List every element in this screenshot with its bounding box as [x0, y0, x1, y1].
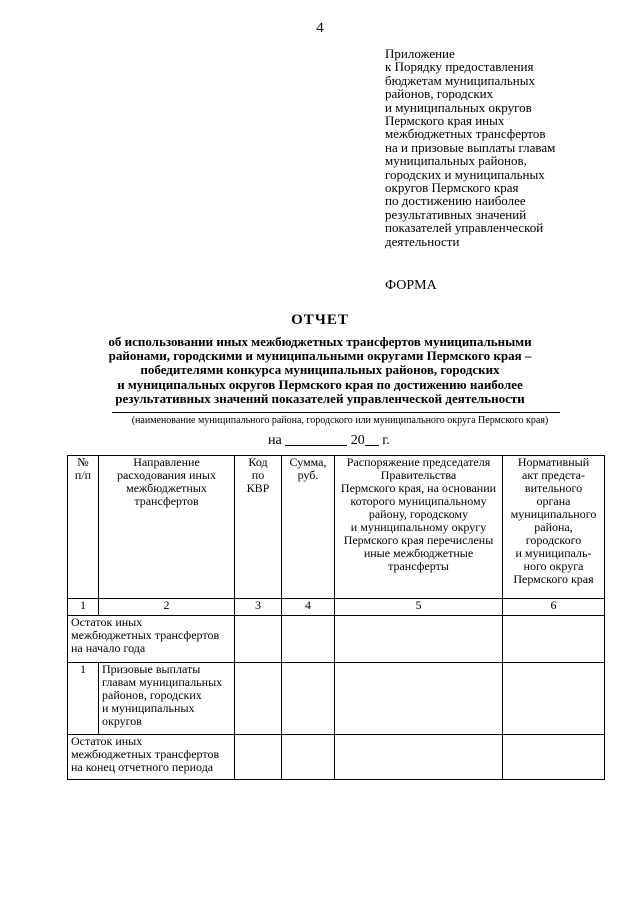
kvr-cell[interactable]	[235, 616, 282, 663]
appendix-line: Приложение	[385, 46, 455, 61]
header-text: Нормативный акт предста- вительного органа муниципального района, городского и муниципаль- ного округа Пермского края	[510, 455, 597, 586]
report-date-line	[268, 433, 390, 449]
header-text: Сумма, руб.	[289, 455, 327, 482]
appendix-line: результативных значений	[385, 206, 527, 222]
appendix-line: и муниципальных округов	[385, 99, 532, 115]
table-row-end-balance	[68, 735, 605, 780]
table-header-row	[68, 456, 605, 599]
report-subtitle-line: районами, городскими и муниципальными округами Пермского края –	[108, 348, 532, 364]
sum-cell[interactable]	[282, 735, 335, 780]
column-number: 1	[68, 599, 99, 616]
row-label-text: Остаток иных межбюджетных трансфертов на конец отчетного периода	[71, 734, 220, 774]
appendix-line: Пермского края иных	[385, 113, 505, 129]
report-table	[67, 455, 605, 780]
report-subtitle-line: результативных значений показателей управленческой деятельности	[115, 390, 525, 406]
order-cell[interactable]	[335, 735, 503, 780]
date-prefix: на	[268, 433, 282, 448]
report-subtitle-line: и муниципальных округов Пермского края по достижению наиболее	[117, 376, 523, 392]
report-title: ОТЧЕТ	[291, 312, 349, 328]
appendix-line: на и призовые выплаты главам	[385, 139, 556, 155]
header-text: Направление расходования иных межбюджетных трансфертов	[117, 455, 216, 508]
kvr-cell[interactable]	[235, 735, 282, 780]
form-label: ФОРМА	[385, 278, 437, 293]
appendix-line: по достижению наиболее	[385, 193, 526, 209]
normative-act-cell[interactable]	[503, 663, 605, 735]
report-subtitle-line: победителями конкурса муниципальных районов, городских	[140, 362, 500, 378]
row-number: 1	[68, 663, 99, 735]
order-cell[interactable]	[335, 663, 503, 735]
report-subtitle-line: об использовании иных межбюджетных трансфертов муниципальными	[108, 334, 532, 349]
appendix-line: округов Пермского края	[385, 180, 519, 196]
table-row-start-balance	[68, 616, 605, 663]
sum-cell[interactable]	[282, 663, 335, 735]
appendix-line: деятельности	[385, 233, 460, 249]
page-number: 4	[316, 20, 324, 36]
row-label	[99, 663, 235, 735]
appendix-line: к Порядку предоставления	[385, 59, 534, 75]
appendix-line: бюджетам муниципальных	[385, 72, 535, 88]
date-day-month-field[interactable]	[285, 433, 347, 446]
order-cell[interactable]	[335, 616, 503, 663]
date-suffix: г.	[382, 433, 390, 448]
appendix-line: городских и муниципальных	[385, 166, 545, 182]
normative-act-cell[interactable]	[503, 616, 605, 663]
municipality-name-field[interactable]	[112, 412, 560, 413]
table-row-prize-payments	[68, 663, 605, 735]
column-number: 3	[235, 599, 282, 616]
header-cell-normative-act	[503, 456, 605, 599]
date-year-field[interactable]	[365, 433, 379, 446]
appendix-line: муниципальных районов,	[385, 153, 527, 169]
header-cell-kvr	[235, 456, 282, 599]
row-label	[68, 735, 235, 780]
appendix-line: межбюджетных трансфертов	[385, 126, 546, 142]
appendix-block	[385, 47, 635, 248]
header-cell-direction	[99, 456, 235, 599]
column-number-row	[68, 599, 605, 616]
column-number: 4	[282, 599, 335, 616]
date-year-prefix: 20	[350, 433, 365, 448]
header-text: Распоряжение председателя Правительства Пермского края, на основании которого муниципальному району, городскому и муниципальному округу Пермского края перечислены иные межбюджетные трансферты	[340, 455, 497, 573]
kvr-cell[interactable]	[235, 663, 282, 735]
header-cell-order	[335, 456, 503, 599]
header-text: Код по КВР	[246, 455, 270, 495]
report-title-block	[60, 312, 580, 406]
column-number: 6	[503, 599, 605, 616]
row-label-text: Остаток иных межбюджетных трансфертов на начало года	[71, 615, 220, 655]
header-cell-sum	[282, 456, 335, 599]
row-label-text: Призовые выплаты главам муниципальных районов, городских и муниципальных округов	[102, 662, 223, 728]
row-label	[68, 616, 235, 663]
header-cell-number	[68, 456, 99, 599]
appendix-line: районов, городских	[385, 86, 494, 102]
appendix-line: показателей управленческой	[385, 220, 544, 236]
header-text: № п/п	[74, 455, 92, 482]
sum-cell[interactable]	[282, 616, 335, 663]
municipality-name-caption: (наименование муниципального района, городского или муниципального округа Пермского края)	[131, 415, 549, 426]
column-number: 2	[99, 599, 235, 616]
normative-act-cell[interactable]	[503, 735, 605, 780]
column-number: 5	[335, 599, 503, 616]
